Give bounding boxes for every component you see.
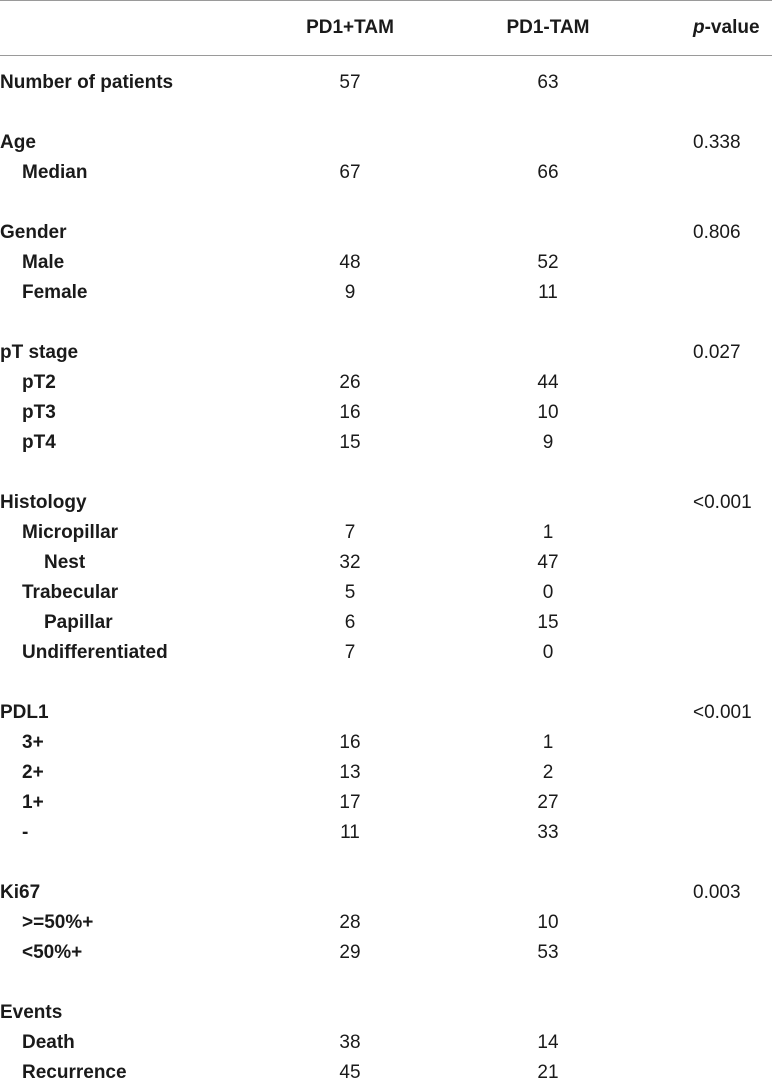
table-row xyxy=(0,338,772,368)
row-label: Recurrence xyxy=(22,1062,127,1083)
cell-pd1-tam-positive xyxy=(300,128,400,158)
table-row xyxy=(0,638,772,668)
cell-pd1-tam-positive xyxy=(300,218,400,248)
table-row xyxy=(0,428,772,458)
cell-pd1-tam-negative: 66 xyxy=(537,162,559,183)
cell-pd1-tam-positive: 7 xyxy=(344,642,356,663)
cell-pd1-tam-positive: 67 xyxy=(339,162,361,183)
row-label: 2+ xyxy=(22,762,44,783)
row-label: Events xyxy=(0,1002,63,1023)
cell-p-value: <0.001 xyxy=(693,702,752,723)
cell-pd1-tam-negative xyxy=(498,998,598,1028)
cell-pd1-tam-positive xyxy=(300,878,400,908)
table-row xyxy=(0,698,772,728)
cell-pd1-tam-negative: 14 xyxy=(537,1032,559,1053)
table-top-rule xyxy=(0,0,772,1)
cell-pd1-tam-negative xyxy=(498,338,598,368)
row-label: Death xyxy=(22,1032,75,1053)
cell-pd1-tam-negative: 11 xyxy=(538,282,558,303)
cell-pd1-tam-negative xyxy=(498,698,598,728)
cell-pd1-tam-negative: 1 xyxy=(542,732,554,753)
cell-pd1-tam-negative: 63 xyxy=(537,72,559,93)
cell-pd1-tam-negative: 47 xyxy=(537,552,559,573)
row-label: >=50%+ xyxy=(22,912,94,933)
cell-pd1-tam-positive: 45 xyxy=(339,1062,361,1083)
cell-pd1-tam-positive: 29 xyxy=(339,942,361,963)
cell-pd1-tam-positive: 57 xyxy=(339,72,361,93)
table-row xyxy=(0,128,772,158)
cell-pd1-tam-positive: 28 xyxy=(339,912,361,933)
table-row xyxy=(0,398,772,428)
cell-pd1-tam-negative: 10 xyxy=(537,912,559,933)
row-label: Micropillar xyxy=(22,522,119,543)
table-row xyxy=(0,488,772,518)
table-row xyxy=(0,758,772,788)
row-label: PDL1 xyxy=(0,702,49,723)
cell-pd1-tam-negative: 15 xyxy=(537,612,559,633)
table-row xyxy=(0,1028,772,1058)
header-pd1-tam-positive: PD1+TAM xyxy=(306,17,394,38)
row-label: Gender xyxy=(0,222,67,243)
table-row xyxy=(0,248,772,278)
row-label: 1+ xyxy=(22,792,44,813)
cell-pd1-tam-positive xyxy=(300,338,400,368)
cell-pd1-tam-negative xyxy=(498,218,598,248)
cell-pd1-tam-negative xyxy=(498,128,598,158)
table-row xyxy=(0,788,772,818)
cell-pd1-tam-positive: 26 xyxy=(339,372,361,393)
table-row xyxy=(0,998,772,1028)
cell-pd1-tam-positive: 11 xyxy=(340,822,360,843)
cell-pd1-tam-positive xyxy=(300,698,400,728)
cell-pd1-tam-negative: 44 xyxy=(537,372,559,393)
table-header-rule xyxy=(0,55,772,56)
cell-pd1-tam-positive: 16 xyxy=(339,402,361,423)
row-label: - xyxy=(22,822,29,843)
cell-pd1-tam-negative: 0 xyxy=(542,582,554,603)
row-label: pT3 xyxy=(22,402,56,423)
table-row xyxy=(0,908,772,938)
cell-pd1-tam-negative xyxy=(498,488,598,518)
row-label: Ki67 xyxy=(0,882,41,903)
table-row xyxy=(0,518,772,548)
row-label: Number of patients xyxy=(0,72,174,93)
cell-pd1-tam-positive: 7 xyxy=(344,522,356,543)
row-label: pT2 xyxy=(22,372,56,393)
row-label: Female xyxy=(22,282,88,303)
cell-pd1-tam-positive: 9 xyxy=(344,282,356,303)
table-row xyxy=(0,548,772,578)
row-label: pT4 xyxy=(22,432,56,453)
row-label: Papillar xyxy=(44,612,113,633)
table-row xyxy=(0,1058,772,1088)
table-row xyxy=(0,368,772,398)
cell-pd1-tam-positive: 15 xyxy=(339,432,361,453)
header-p-italic: p xyxy=(693,17,705,38)
cell-pd1-tam-negative: 53 xyxy=(537,942,559,963)
cell-pd1-tam-positive xyxy=(300,488,400,518)
cell-pd1-tam-negative: 1 xyxy=(542,522,554,543)
header-p-rest: -value xyxy=(704,17,760,38)
cell-p-value: 0.806 xyxy=(693,222,741,243)
cell-pd1-tam-positive: 16 xyxy=(339,732,361,753)
row-label: Median xyxy=(22,162,88,183)
cell-pd1-tam-negative: 52 xyxy=(537,252,559,273)
table-row xyxy=(0,218,772,248)
cell-pd1-tam-negative: 21 xyxy=(537,1062,559,1083)
cell-pd1-tam-negative: 27 xyxy=(537,792,559,813)
table-row xyxy=(0,938,772,968)
cell-pd1-tam-positive: 5 xyxy=(344,582,356,603)
cell-pd1-tam-negative: 10 xyxy=(537,402,559,423)
table-header-row xyxy=(0,13,772,43)
row-label: Age xyxy=(0,132,36,153)
table-row xyxy=(0,818,772,848)
table-row xyxy=(0,578,772,608)
cell-p-value: <0.001 xyxy=(693,492,752,513)
row-label: Trabecular xyxy=(22,582,119,603)
cell-p-value: 0.027 xyxy=(693,342,741,363)
cell-p-value: 0.003 xyxy=(693,882,741,903)
row-label: Nest xyxy=(44,552,86,573)
row-label: Histology xyxy=(0,492,87,513)
row-label: pT stage xyxy=(0,342,79,363)
cell-pd1-tam-positive: 17 xyxy=(339,792,361,813)
row-label: 3+ xyxy=(22,732,44,753)
cell-pd1-tam-negative: 0 xyxy=(542,642,554,663)
table-row xyxy=(0,278,772,308)
table-row xyxy=(0,158,772,188)
table-row xyxy=(0,878,772,908)
row-label: Undifferentiated xyxy=(22,642,168,663)
row-label: Male xyxy=(22,252,65,273)
cell-pd1-tam-positive: 6 xyxy=(344,612,356,633)
cell-p-value: 0.338 xyxy=(693,132,741,153)
cell-pd1-tam-negative: 33 xyxy=(537,822,559,843)
row-label: <50%+ xyxy=(22,942,83,963)
table-row xyxy=(0,728,772,758)
cell-pd1-tam-negative xyxy=(498,878,598,908)
cell-pd1-tam-positive xyxy=(300,998,400,1028)
cell-pd1-tam-positive: 13 xyxy=(339,762,361,783)
header-p-value xyxy=(693,13,760,43)
table-row xyxy=(0,68,772,98)
table-row xyxy=(0,608,772,638)
cell-pd1-tam-positive: 48 xyxy=(339,252,361,273)
cell-pd1-tam-positive: 38 xyxy=(339,1032,361,1053)
cell-pd1-tam-negative: 2 xyxy=(542,762,554,783)
cell-pd1-tam-positive: 32 xyxy=(339,552,361,573)
header-pd1-tam-negative: PD1-TAM xyxy=(506,17,590,38)
cell-pd1-tam-negative: 9 xyxy=(542,432,554,453)
